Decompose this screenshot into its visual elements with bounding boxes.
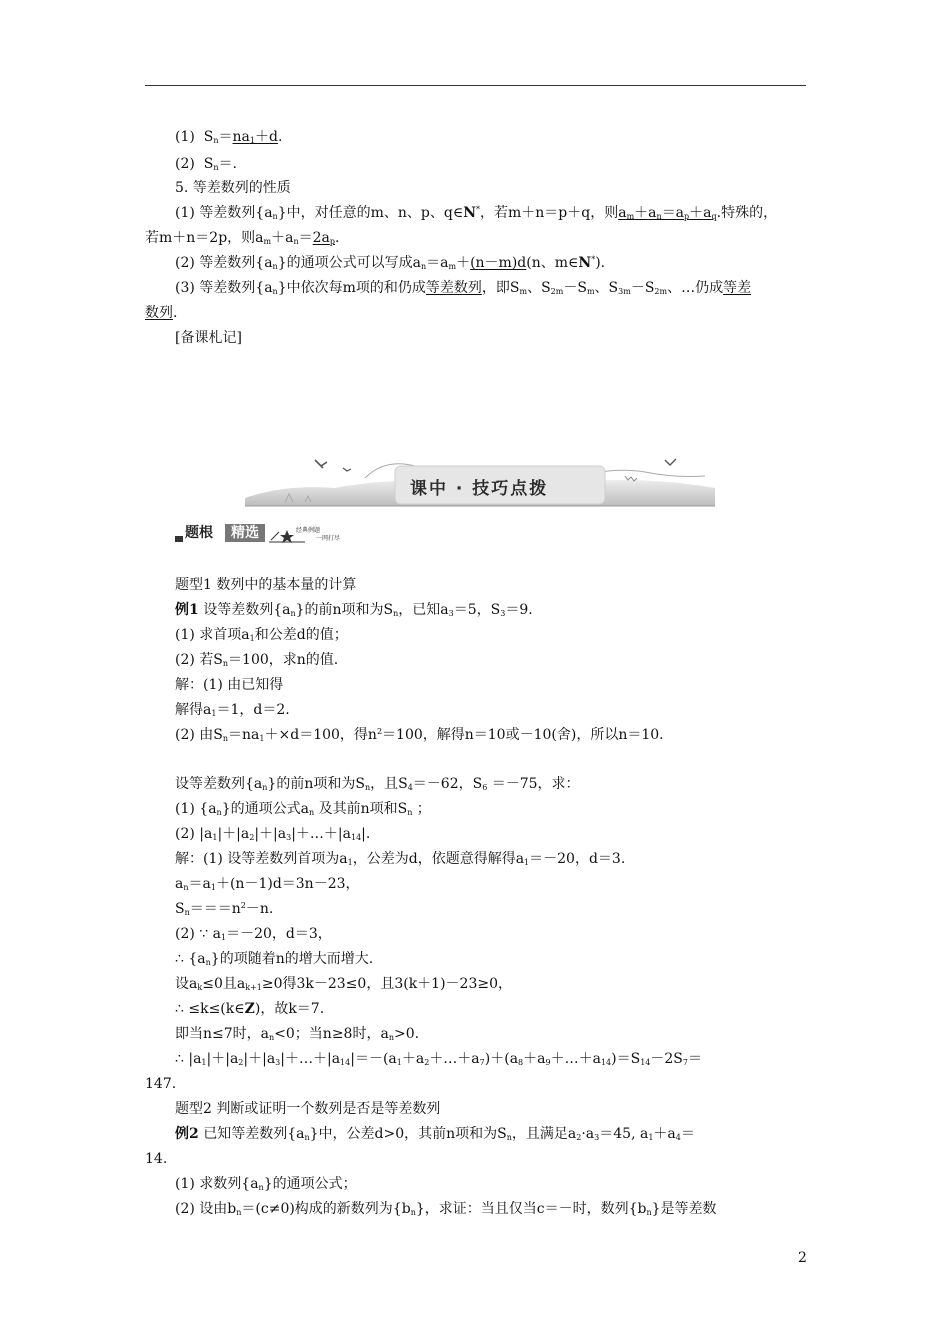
practice-sol-7: ∴ ≤k≤(k∈Z)，故k＝7. [175, 1001, 325, 1017]
section-heading: 5. 等差数列的性质 [175, 180, 291, 196]
section-tag: 题根 精选 [175, 522, 375, 544]
example-1-sol1: 解：(1) 由已知得 [175, 677, 284, 693]
practice-sol-4: (2) ∵ $a_1=-20$，d＝3， [175, 926, 332, 942]
example-1-q2: (2) 若$S_n=100$，求n的值. [175, 652, 339, 668]
property-1: (1) 等差数列$\{a_n\}$中，对任意的m、n、p、q∈N*，若m＋n＝p＋q，则$a_m+a_n=a_p+a_q$.特殊的， [175, 205, 778, 221]
example-2-q2: (2) 设由$b_n=(c\ne 0)$构成的新数列为$\{b_n\}$，求证：当且仅当c＝－时，数列$\{b_n\}$是等差数 [175, 1201, 717, 1217]
property-3: (3) 等差数列$\{a_n\}$中依次每m项的和仍成等差数列，即$S_m$、$S_{2m}-S_m$、$S_{3m}-S_{2m}$、…仍成等差 [175, 280, 752, 296]
example-1-sol3: (2) 由$S_n=na_1+\times d=100$，得$n^2=100$，解得n＝10或－10(舍)，所以n＝10. [175, 727, 664, 743]
page-number: 2 [798, 1250, 807, 1266]
practice-q1: (1) $\{a_n\}$的通项公式$a_n$ 及其前n项和$S_n$ ； [175, 801, 431, 817]
property-3-cont: 数列. [145, 305, 178, 321]
sum-formula-1: (1) $S_n=na_1+d$. [175, 129, 283, 145]
header-rule [145, 85, 806, 86]
notes-label: [备课札记] [175, 330, 242, 346]
property-1-cont: 若m＋n＝2p，则$a_m+a_n=2a_p$. [145, 230, 340, 246]
blank-answer: $na_1+d$ [232, 129, 278, 145]
practice-sol-6: 设$a_k\le 0$且$a_{k+1}\ge 0$得3k－23≤0，且3(k＋1)－23≥0， [175, 976, 512, 992]
property-2: (2) 等差数列$\{a_n\}$的通项公式可以写成$a_n=a_m+(n-m)d(n$、m∈N*). [175, 255, 606, 271]
type1-heading: 题型1 数列中的基本量的计算 [175, 577, 357, 593]
example-2-q1: (1) 求数列$\{a_n\}$的通项公式； [175, 1176, 357, 1192]
practice-sol-5: ∴ $\{a_n\}$的项随着n的增大而增大. [175, 951, 374, 967]
practice-sol-1: 解：(1) 设等差数列首项为$a_1$，公差为d，依题意得解得$a_1=-20$，d＝3. [175, 851, 626, 867]
practice-q2: (2) $|a_1|+|a_2|+|a_3|+\dots+|a_{14}|$. [175, 826, 371, 842]
sum-formula-2: (2) $S_n=$. [175, 156, 237, 172]
example-2-cont: 14. [145, 1151, 168, 1167]
practice-sol-2: $a_n=a_1+(n-1)d=3n-23$， [175, 876, 360, 892]
practice-sol-8: 即当n≤7时，$a_n<0$；当n≥8时，$a_n>0$. [175, 1026, 420, 1042]
tag-caption: 经典例题 一网打尽 [296, 527, 341, 542]
practice-problem: 设等差数列$\{a_n\}$的前n项和为$S_n$，且$S_4=-62$，$S_6 =-75$，求： [175, 776, 580, 792]
banner-title: 课中 · 技巧点拨 [410, 479, 549, 499]
example-1-q1: (1) 求首项$a_1$和公差d的值； [175, 627, 348, 643]
example-1-sol2: 解得$a_1=1$，d＝2. [175, 702, 290, 718]
example-1: 例1 设等差数列$\{a_n\}$的前n项和为$S_n$，已知$a_3=5$，$S_3=9$. [175, 602, 533, 618]
example-2: 例2 已知等差数列$\{a_n\}$中，公差d>0，其前n项和为$S_n$，且满足$a_2\cdot a_3=45$, $a_1+a_4=$ [175, 1126, 695, 1142]
practice-sol-10: 147. [145, 1076, 177, 1092]
practice-sol-9: ∴ $|a_1|+|a_2|+|a_3|+\dots+|a_{14}|=-(a_1+a_2+\dots+a_7)+(a_8+a_9+\dots+a_{14})=S_{14}-2S_7=$ [175, 1051, 702, 1067]
practice-sol-3: $S_n===n^2-n$. [175, 901, 274, 917]
type2-heading: 题型2 判断或证明一个数列是否是等差数列 [175, 1101, 441, 1117]
